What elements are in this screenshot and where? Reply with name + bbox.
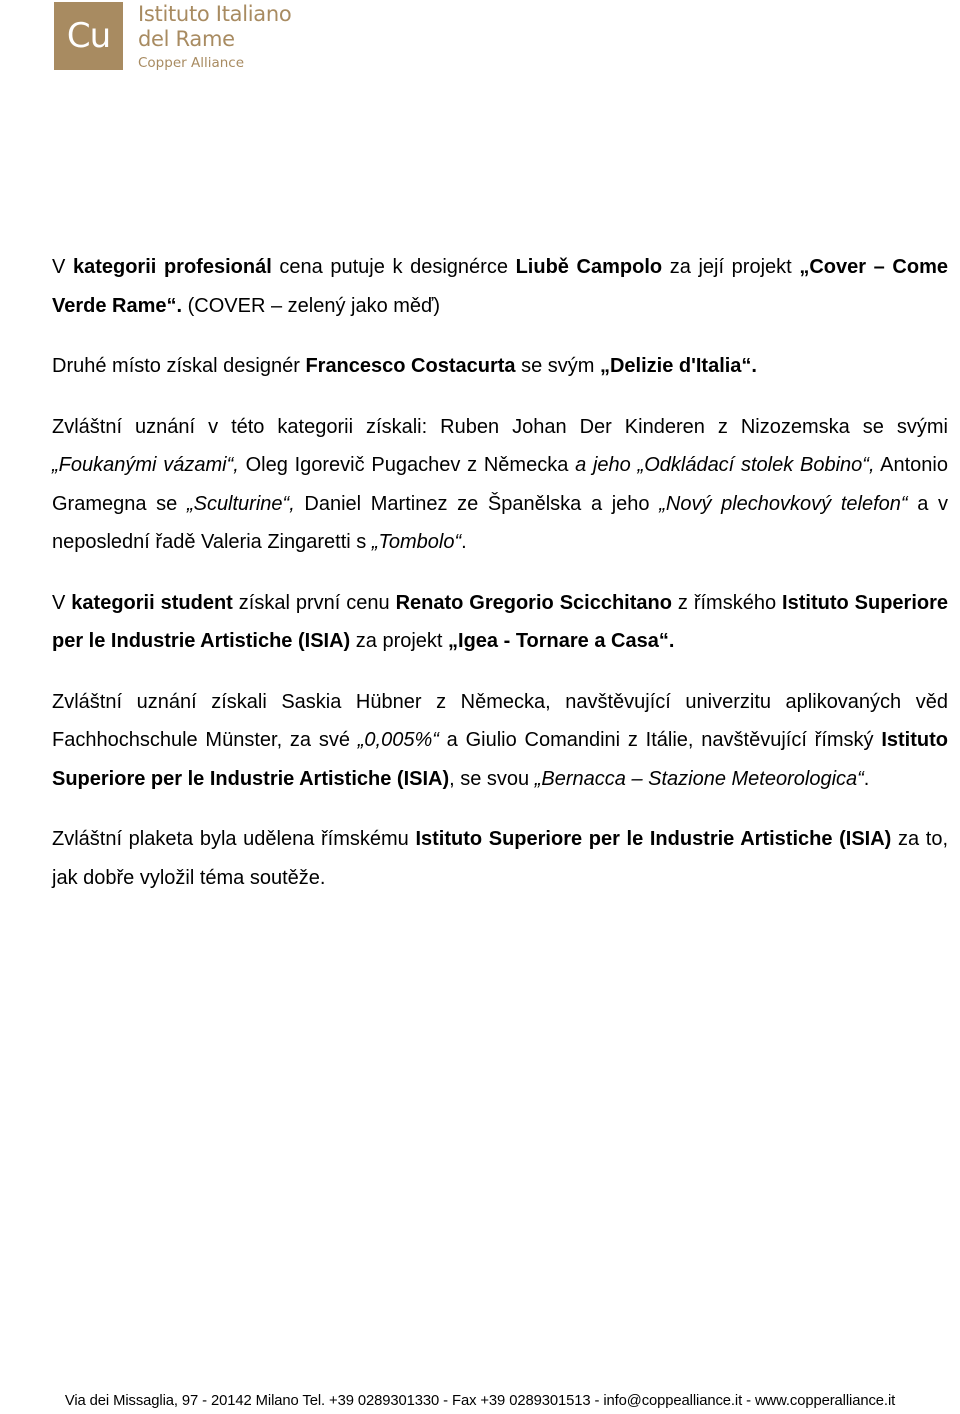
logo-line-2: del Rame — [138, 27, 235, 51]
paragraph-professional-winner: V kategorii profesionál cena putuje k designérce Liubě Campolo za její projekt „Cover – Come Verde Rame“. (COVER – zelený jako měď) — [52, 256, 948, 317]
paragraph-special-mentions-professional: Zvláštní uznání v této kategorii získali: Ruben Johan Der Kinderen z Nizozemska se svými „Foukanými vázami“, Oleg Igorevič Pugachev z Německa a jeho „Odkládací stolek Bobino“, Antonio Gramegna se „Sculturine“, Daniel Martinez ze Španělska a jeho „Nový plechovkový telefon“ a v neposlední řadě Valeria Zingaretti s „Tombolo“. — [52, 415, 948, 553]
paragraph-second-place: Druhé místo získal designér Francesco Costacurta se svým „Delizie d'Italia“. — [52, 355, 757, 377]
paragraph-student-winner: V kategorii student získal první cenu Renato Gregorio Scicchitano z římského Istituto Superiore per le Industrie Artistiche (ISIA) za projekt „Igea - Tornare a Casa“. — [52, 591, 949, 652]
logo-symbol: Cu — [54, 2, 123, 70]
paragraph-special-plaque: Zvláštní plaketa byla udělena římskému Istituto Superiore per le Industrie Artistiche (ISIA) za to, jak dobře vyložil téma soutěže. — [52, 828, 949, 889]
footer-contact: Via dei Missaglia, 97 - 20142 Milano Tel. +39 0289301330 - Fax +39 0289301513 - info@coppealliance.it - www.copperalliance.it — [64, 1393, 896, 1409]
document-body — [52, 248, 948, 897]
paragraph-special-mentions-student: Zvláštní uznání získali Saskia Hübner z Německa, navštěvující univerzitu aplikovaných věd Fachhochschule Münster, za své „0,005%“ a Giulio Comandini z Itálie, navštěvující římský Istituto Superiore per le Industrie Artistiche (ISIA), se svou „Bernacca – Stazione Meteorologica“. — [52, 690, 948, 790]
logo-line-1: Istituto Italiano — [138, 2, 292, 26]
logo-line-3: Copper Alliance — [138, 55, 245, 71]
